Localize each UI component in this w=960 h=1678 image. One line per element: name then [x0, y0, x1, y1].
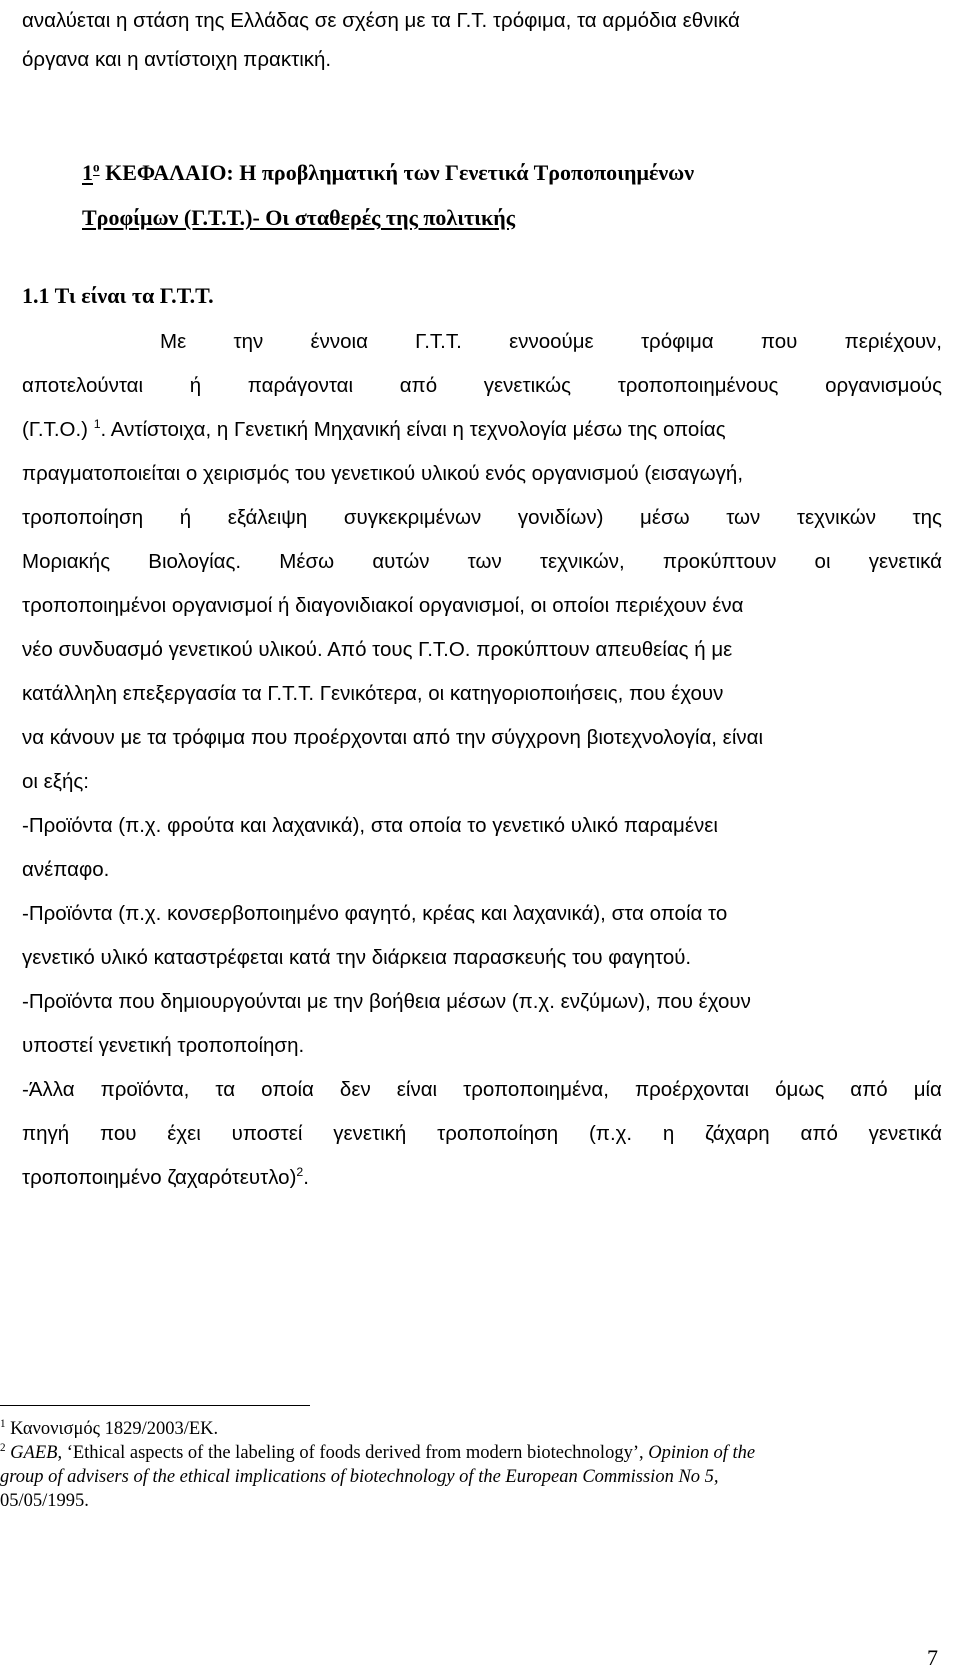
page-number: 7 [927, 1645, 938, 1670]
word: ή [189, 374, 202, 397]
intro-line-1: αναλύεται η στάση της Ελλάδας σε σχέση με τα Γ.Τ. τρόφιμα, τα αρμόδια εθνικά [22, 9, 740, 32]
word: τα [215, 1078, 236, 1101]
word: τεχνικών, [539, 550, 625, 573]
word: Μοριακής [22, 550, 111, 573]
list-item-4-text: τροποποιημένο ζαχαρότευτλο) [22, 1166, 297, 1189]
footnote-separator [0, 1405, 310, 1406]
chapter-title-line-1 [82, 160, 960, 186]
chapter-title-text-2: Τροφίμων (Γ.Τ.Τ.)- Οι σταθερές της πολιτικής [82, 205, 515, 230]
list-item-2-line-1: -Προϊόντα (π.χ. κονσερβοποιημένο φαγητό, κρέας και λαχανικά), στα οποία το [22, 902, 728, 925]
paragraph-line-9: κατάλληλη επεξεργασία τα Γ.Τ.Τ. Γενικότερα, οι κατηγοριοποιήσεις, που έχουν [22, 682, 724, 705]
word: που [99, 1122, 137, 1145]
list-item-4-line-1 [22, 1077, 942, 1103]
list-item-3-line-2: υποστεί γενετική τροποποίηση. [22, 1034, 305, 1057]
word: πηγή [22, 1122, 70, 1145]
paragraph-line-1 [160, 329, 942, 355]
paragraph-line-7: τροποποιημένοι οργανισμοί ή διαγονιδιακοί οργανισμοί, οι οποίοι περιέχουν ένα [22, 594, 744, 617]
chapter-number-superscript: ο [93, 159, 100, 175]
word: η [662, 1122, 675, 1145]
footnote-1 [0, 1417, 960, 1441]
paragraph-line-8: νέο συνδυασμό γενετικού υλικού. Από τους Γ.Τ.Ο. προκύπτουν απευθείας ή με [22, 638, 733, 661]
word: Βιολογίας. [148, 550, 242, 573]
word: μία [913, 1078, 942, 1101]
word: είναι [396, 1078, 438, 1101]
word: Μέσω [279, 550, 335, 573]
list-item-4-line-2 [22, 1121, 942, 1147]
word: παράγονται [247, 374, 354, 397]
word: όμως [775, 1078, 825, 1101]
footnote-2-mark: 2 [0, 1441, 6, 1454]
word: τροποποιημένα, [463, 1078, 609, 1101]
section-heading: 1.1 Τι είναι τα Γ.Τ.Τ. [22, 283, 214, 308]
list-item-3-line-1: -Προϊόντα που δημιουργούνται με την βοήθεια μέσων (π.χ. ενζύμων), που έχουν [22, 990, 751, 1013]
list-item-2-line-2: γενετικό υλικό καταστρέφεται κατά την διάρκεια παρασκευής του φαγητού. [22, 946, 692, 969]
word: μέσω [640, 506, 690, 529]
list-item-1-line-1: -Προϊόντα (π.χ. φρούτα και λαχανικά), στα οποία το γενετικό υλικό παραμένει [22, 814, 718, 837]
footnote-2-source-cont: group of advisers of the ethical implications of biotechnology of the European Commission No 5, [0, 1467, 719, 1487]
word: γενετικά [868, 550, 942, 573]
word: προϊόντα, [100, 1078, 190, 1101]
word: έννοια [310, 330, 368, 353]
paragraph-line-11: οι εξής: [22, 770, 89, 793]
word: των [467, 550, 502, 573]
paragraph-line-6 [22, 549, 942, 575]
chapter-number: 1 [82, 160, 93, 185]
word: εννοούμε [509, 330, 594, 353]
word: περιέχουν, [844, 330, 942, 353]
paragraph-line-5 [22, 505, 942, 531]
footnote-2-line-3: 05/05/1995. [0, 1491, 89, 1511]
word: γενετικώς [483, 374, 572, 397]
word: από [850, 1078, 888, 1101]
paragraph-line-10: να κάνουν με τα τρόφιμα που προέρχονται από την σύγχρονη βιοτεχνολογία, είναι [22, 726, 764, 749]
gto-abbr: (Γ.Τ.Ο.) [22, 418, 88, 441]
word: των [726, 506, 761, 529]
list-item-4-line-3 [22, 1165, 942, 1191]
word: που [760, 330, 798, 353]
word: (π.χ. [588, 1122, 633, 1145]
word: αποτελούνται [22, 374, 144, 397]
footnote-2-line-1 [0, 1441, 960, 1465]
footnote-2-title: , ‘Ethical aspects of the labeling of foods derived from modern biotechnology’, [57, 1443, 649, 1463]
paragraph-line-3-rest: . Αντίστοιχα, η Γενετική Μηχανική είναι η τεχνολογία μέσω της οποίας [100, 418, 726, 441]
word: ή [179, 506, 192, 529]
word: εξάλειψη [227, 506, 308, 529]
word: Με [160, 330, 187, 353]
footnote-2-source-start: Opinion of the [648, 1443, 756, 1463]
word: τεχνικών [796, 506, 876, 529]
word: οι [814, 550, 831, 573]
list-item-4-period: . [303, 1166, 309, 1189]
footnote-2-author: GAEB [5, 1443, 58, 1463]
word: τρόφιμα [640, 330, 714, 353]
paragraph-line-4: πραγματοποιείται ο χειρισμός του γενετικού υλικού ενός οργανισμού (εισαγωγή, [22, 462, 744, 485]
footnote-ref-2: 2 [296, 1165, 304, 1180]
word: τροποποίηση [437, 1122, 559, 1145]
chapter-title-line-2 [82, 205, 960, 231]
word: ζάχαρη [705, 1122, 770, 1145]
word: τροποποιημένους [617, 374, 779, 397]
word: υποστεί [231, 1122, 303, 1145]
list-item-1-line-2: ανέπαφο. [22, 858, 110, 881]
footnote-1-mark: 1 [0, 1417, 6, 1430]
footnote-2-line-2 [0, 1465, 960, 1489]
paragraph-line-3 [22, 417, 942, 443]
word: -Άλλα [22, 1078, 75, 1101]
word: αυτών [372, 550, 430, 573]
footnote-ref-1: 1 [93, 417, 101, 432]
paragraph-line-2 [22, 373, 942, 399]
word: γενετικά [868, 1122, 942, 1145]
word: συγκεκριμένων [343, 506, 482, 529]
word: Γ.Τ.Τ. [415, 330, 462, 353]
word: από [800, 1122, 838, 1145]
word: της [912, 506, 942, 529]
word: την [233, 330, 264, 353]
word: γονιδίων) [517, 506, 604, 529]
word: δεν [339, 1078, 371, 1101]
chapter-title-text: ΚΕΦΑΛΑΙΟ: Η προβληματική των Γενετικά Τροποποιημένων [99, 160, 695, 185]
word: γενετική [333, 1122, 407, 1145]
intro-line-2: όργανα και η αντίστοιχη πρακτική. [22, 48, 332, 71]
footnote-1-text: Κανονισμός 1829/2003/ΕΚ. [5, 1419, 219, 1439]
word: από [399, 374, 438, 397]
word: τροποποίηση [22, 506, 144, 529]
word: οργανισμούς [825, 374, 942, 397]
word: προέρχονται [634, 1078, 750, 1101]
word: οποία [261, 1078, 314, 1101]
word: έχει [167, 1122, 201, 1145]
word: προκύπτουν [662, 550, 777, 573]
